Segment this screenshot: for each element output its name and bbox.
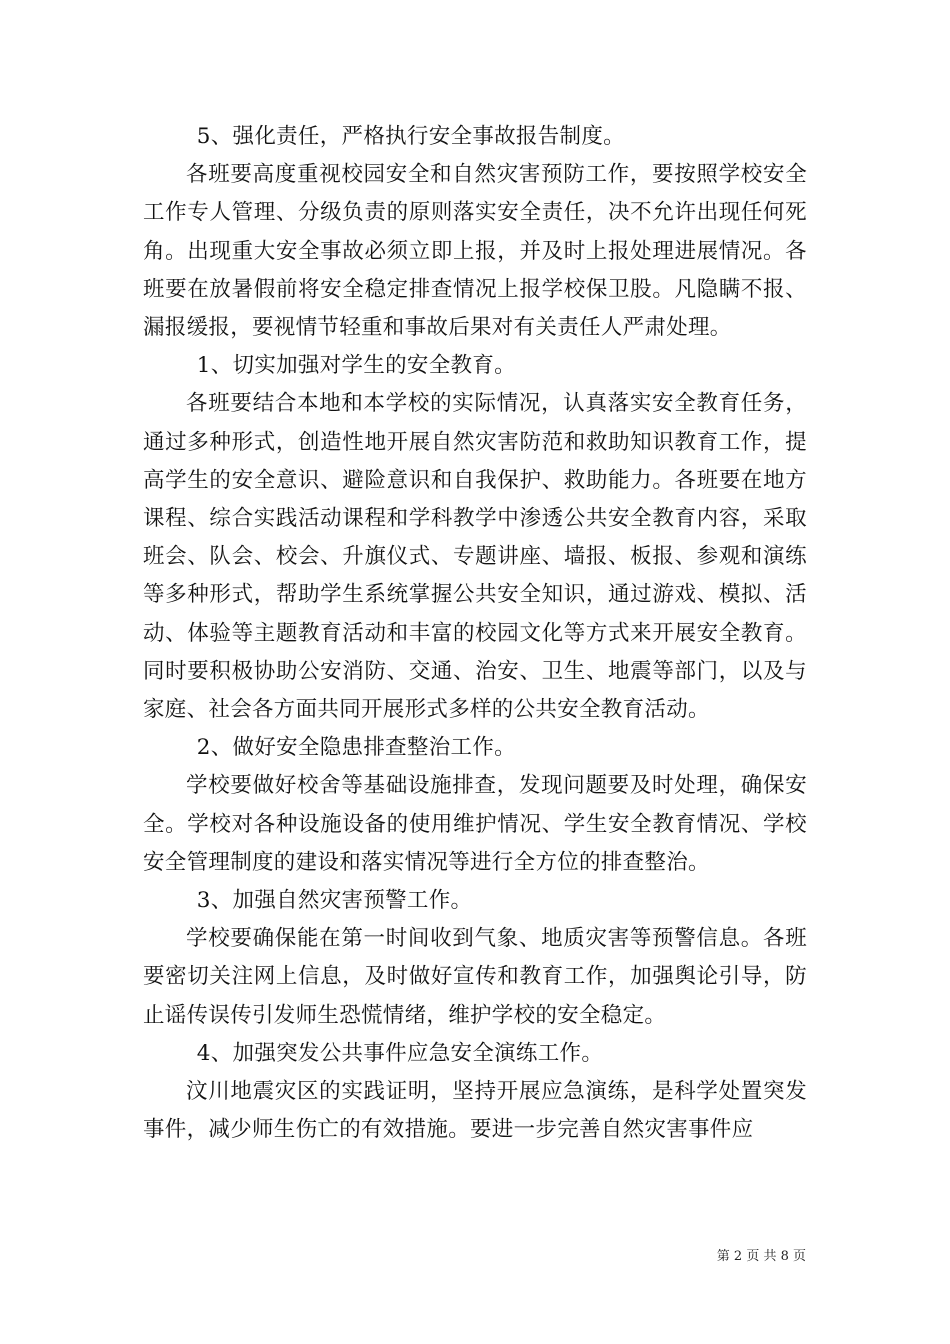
paragraph: 学校要确保能在第一时间收到气象、地质灾害等预警信息。各班要密切关注网上信息，及时做好宣传和教育工作，加强舆论引导，防止谣传误传引发师生恐慌情绪，维护学校的安全稳定。 xyxy=(143,926,807,1028)
paragraph: 各班要高度重视校园安全和自然灾害预防工作，要按照学校安全工作专人管理、分级负责的原则落实安全责任，决不允许出现任何死角。出现重大安全事故必须立即上报，并及时上报处理进展情况。各班要在放暑假前将安全稳定排查情况上报学校保卫股。凡隐瞒不报、漏报缓报，要视情节轻重和事故后果对有关责任人严肃处理。 xyxy=(143,162,807,341)
document-body xyxy=(143,118,807,1149)
section-heading: 1、切实加强对学生的安全教育。 xyxy=(196,353,516,379)
section-heading: 5、强化责任，严格执行安全事故报告制度。 xyxy=(196,124,625,149)
paragraph: 汶川地震灾区的实践证明，坚持开展应急演练，是科学处置突发事件，减少师生伤亡的有效措施。要进一步完善自然灾害事件应 xyxy=(143,1079,807,1143)
section-heading: 3、加强自然灾害预警工作。 xyxy=(196,888,473,914)
section-heading: 4、加强突发公共事件应急安全演练工作。 xyxy=(196,1040,604,1066)
page-number-footer: 第 2 页 共 8 页 xyxy=(716,1249,806,1264)
paragraph: 学校要做好校舍等基础设施排查，发现问题要及时处理，确保安全。学校对各种设施设备的使用维护情况、学生安全教育情况、学校安全管理制度的建设和落实情况等进行全方位的排查整治。 xyxy=(143,773,807,875)
paragraph: 各班要结合本地和本学校的实际情况，认真落实安全教育任务，通过多种形式，创造性地开展自然灾害防范和救助知识教育工作，提高学生的安全意识、避险意识和自我保护、救助能力。各班要在地方课程、综合实践活动课程和学科教学中渗透公共安全教育内容，采取班会、队会、校会、升旗仪式、专题讲座、墙报、板报、参观和演练等多种形式，帮助学生系统掌握公共安全知识，通过游戏、模拟、活动、体验等主题教育活动和丰富的校园文化等方式来开展安全教育。同时要积极协助公安消防、交通、治安、卫生、地震等部门，以及与家庭、社会各方面共同开展形式多样的公共安全教育活动。 xyxy=(143,391,807,723)
section-heading: 2、做好安全隐患排查整治工作。 xyxy=(196,735,516,761)
